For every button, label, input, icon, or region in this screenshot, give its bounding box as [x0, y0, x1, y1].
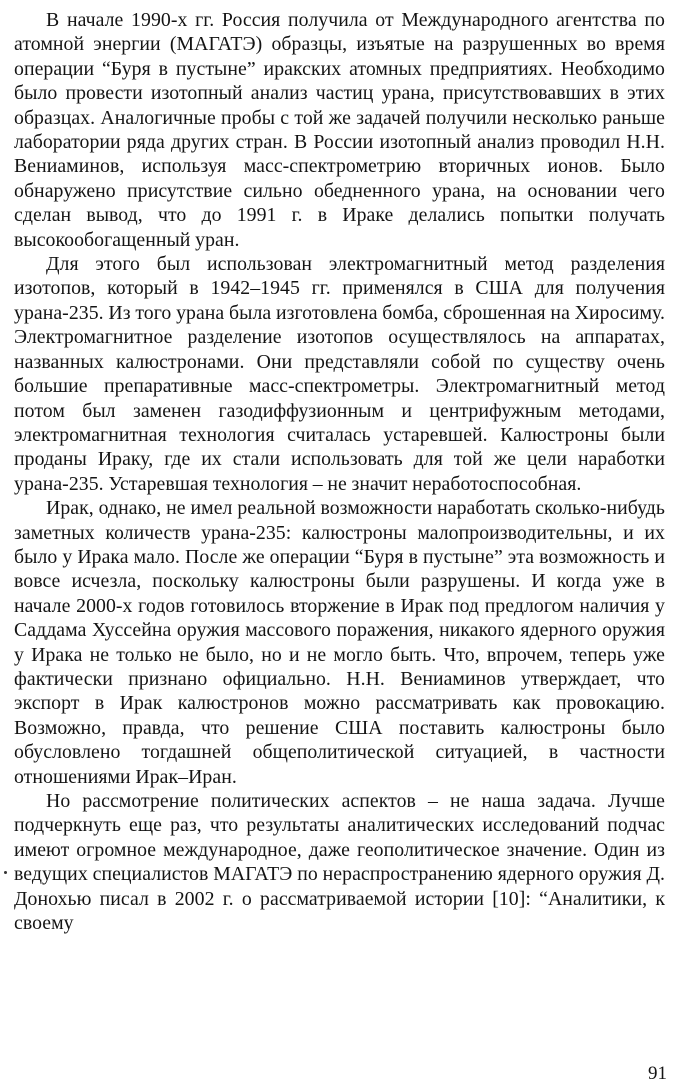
page-number: 91: [648, 1063, 667, 1084]
book-page: [14, 8, 665, 1084]
scan-speck: [4, 871, 7, 874]
paragraph-2: Для этого был использован электромагнитный метод разделения изотопов, который в 1942–1945 гг. применялся в США для получения урана-235. Из того урана была изготовлена бомба, сброшенная на Хиросиму. Электромагнитное разделение изотопов осуществлялось на аппаратах, названных калюстронами. Они представляли собой по существу очень большие препаративные масс-спектрометры. Электромагнитный метод потом был заменен газодиффузионным и центрифужным методами, электромагнитная технология считалась устаревшей. Калюстроны были проданы Ираку, где их стали использовать для той же цели наработки урана-235. Устаревшая технология – не значит неработоспособная.: [14, 253, 665, 495]
paragraph-4: Но рассмотрение политических аспектов – не наша задача. Лучше подчеркнуть еще раз, что результаты аналитических исследований подчас имеют огромное международное, даже геополитическое значение. Один из ведущих специалистов МАГАТЭ по нераспространению ядерного оружия Д. Донохью писал в 2002 г. о рассматриваемой истории [10]: “Аналитики, к своему: [14, 790, 665, 935]
paragraph-1: В начале 1990-х гг. Россия получила от Международного агентства по атомной энергии (МАГАТЭ) образцы, изъятые на разрушенных во время операции “Буря в пустыне” иракских атомных предприятиях. Необходимо было провести изотопный анализ частиц урана, присутствовавших в этих образцах. Аналогичные пробы с той же задачей получили несколько раньше лаборатории ряда других стран. В России изотопный анализ проводил Н.Н. Вениаминов, используя масс-спектрометрию вторичных ионов. Было обнаружено присутствие сильно обедненного урана, на основании чего сделан вывод, что до 1991 г. в Ираке делались попытки получать высокообогащенный уран.: [14, 9, 665, 251]
paragraph-3: Ирак, однако, не имел реальной возможности наработать сколько-нибудь заметных количеств урана-235: калюстроны малопроизводительны, и их было у Ирака мало. После же операции “Буря в пустыне” эта возможность и вовсе исчезла, поскольку калюстроны были разрушены. И когда уже в начале 2000-х годов готовилось вторжение в Ирак под предлогом наличия у Саддама Хуссейна оружия массового поражения, никакого ядерного оружия у Ирака не только не было, но и не могло быть. Что, впрочем, теперь уже фактически признано официально. Н.Н. Вениаминов утверждает, что экспорт в Ирак калюстронов можно рассматривать как провокацию. Возможно, правда, что решение США поставить калюстроны было обусловлено тогдашней общеполитической ситуацией, в частности отношениями Ирак–Иран.: [14, 497, 665, 788]
